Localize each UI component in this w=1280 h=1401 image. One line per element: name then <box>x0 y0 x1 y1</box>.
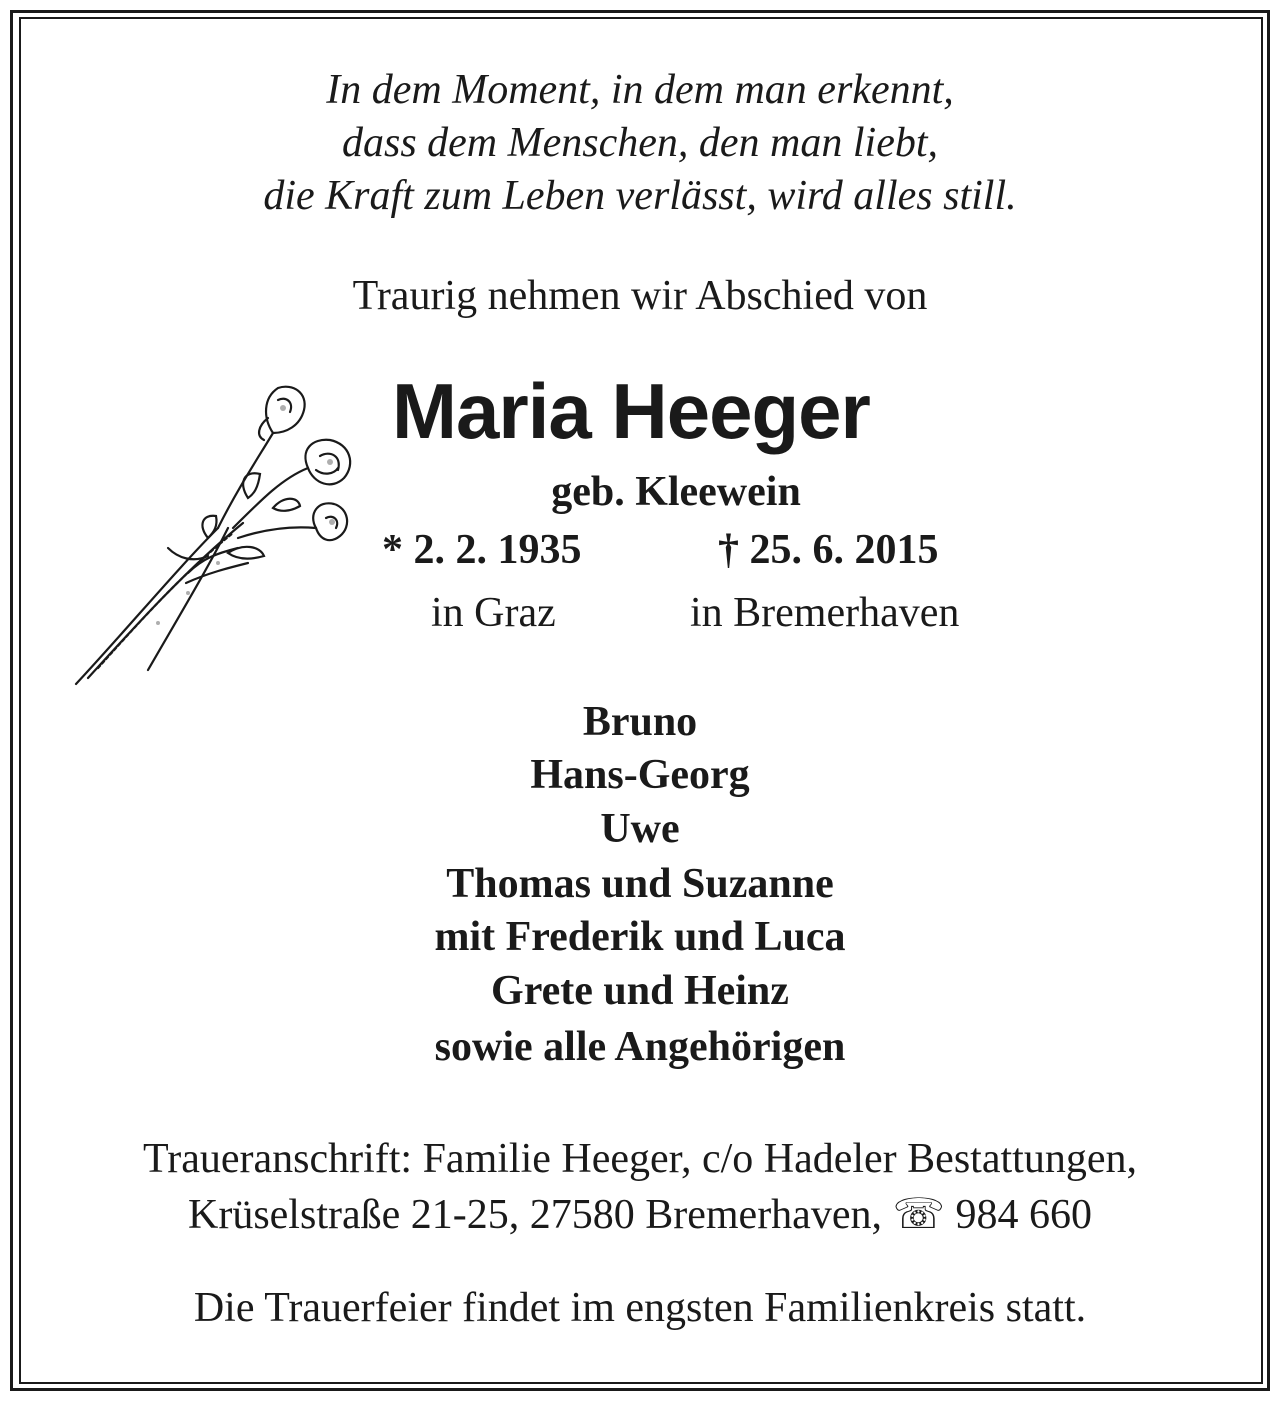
address-line-2: Krüselstraße 21-25, 27580 Bremerhaven, ☏ 984 660 <box>188 1192 1092 1238</box>
quote-line-2: dass dem Menschen, den man liebt, <box>341 120 939 166</box>
death-place: in Bremerhaven <box>690 590 960 636</box>
death-date: † 25. 6. 2015 <box>718 527 939 573</box>
quote-line-1: In dem Moment, in dem man erkennt, <box>326 67 954 113</box>
address-line-1: Traueranschrift: Familie Heeger, c/o Hadeler Bestattungen, <box>143 1136 1137 1182</box>
mourner-line: Thomas und Suzanne <box>446 861 834 907</box>
mourner-line: Grete und Heinz <box>491 968 789 1014</box>
intro-text: Traurig nehmen wir Abschied von <box>352 273 928 319</box>
mourner-line: mit Frederik und Luca <box>434 914 846 960</box>
mourner-line: Hans-Georg <box>530 752 750 798</box>
mourner-line: Bruno <box>582 699 698 745</box>
mourner-line: Uwe <box>600 806 680 852</box>
birth-place: in Graz <box>431 590 556 636</box>
closing-text: Die Trauerfeier findet im engsten Familienkreis statt. <box>193 1285 1087 1331</box>
quote-line-3: die Kraft zum Leben verlässt, wird alles still. <box>263 173 1017 219</box>
rose-bouquet-icon <box>68 378 368 690</box>
deceased-name: Maria Heeger <box>392 367 870 455</box>
birth-date: * 2. 2. 1935 <box>382 527 582 573</box>
maiden-name: geb. Kleewein <box>551 469 801 515</box>
mourner-line: sowie alle Angehörigen <box>434 1024 846 1070</box>
